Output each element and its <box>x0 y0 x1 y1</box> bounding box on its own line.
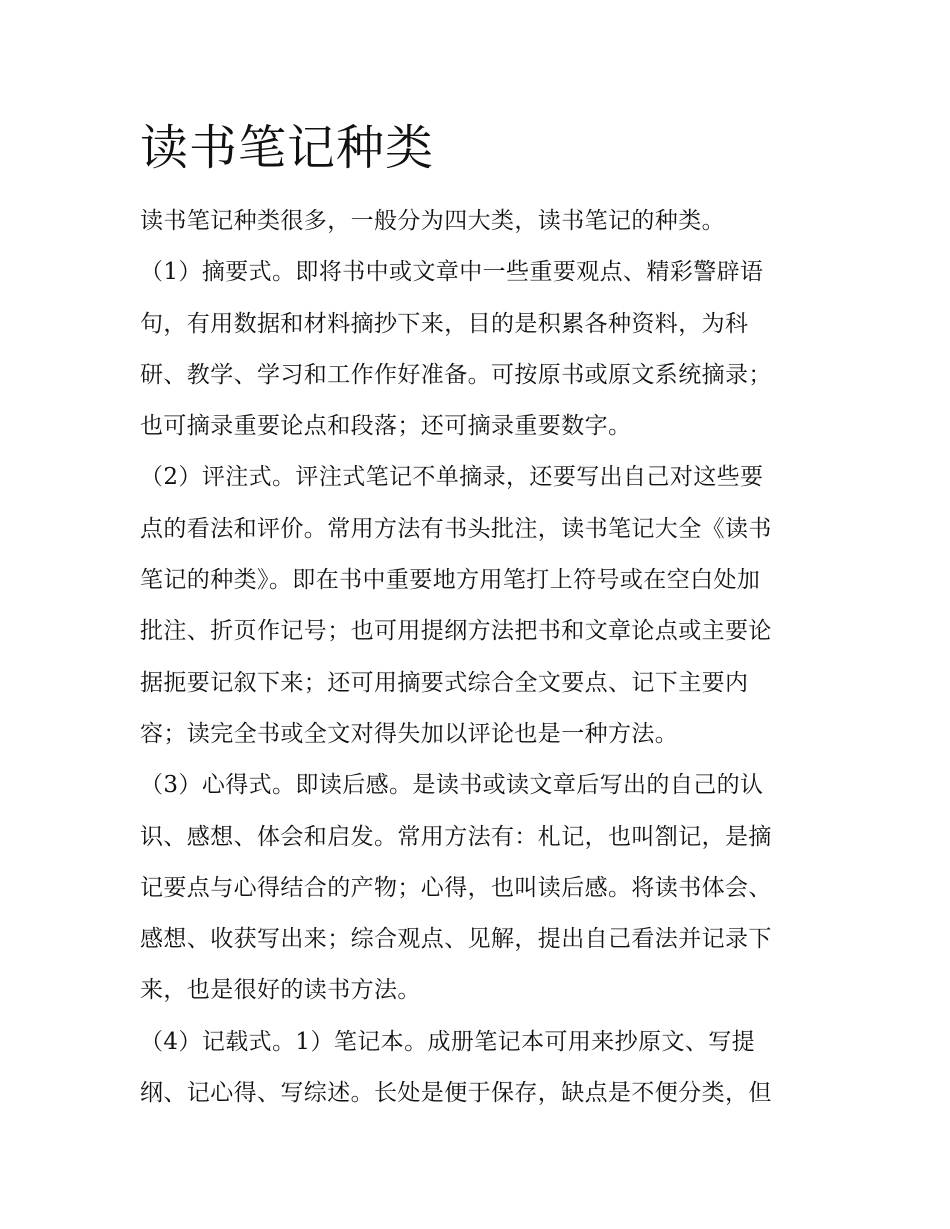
text-line: 记要点与心得结合的产物；心得，也叫读后感。将读书体会、 <box>140 874 772 901</box>
text-line: 纲、记心得、写综述。长处是便于保存，缺点是不便分类，但 <box>140 1080 772 1107</box>
text-line-item3-start: （3）心得式。即读后感。是读书或读文章后写出的自己的认 <box>140 772 764 799</box>
text-line: 容；读完全书或全文对得失加以评论也是一种方法。 <box>140 720 679 747</box>
text-line-item2-start: （2）评注式。评注式笔记不单摘录，还要写出自己对这些要 <box>140 464 764 491</box>
text-line: 识、感想、体会和启发。常用方法有：札记，也叫劄记，是摘 <box>140 823 772 850</box>
document-title: 读书笔记种类 <box>140 120 435 176</box>
text-line: 句，有用数据和材料摘抄下来，目的是积累各种资料，为科 <box>140 310 749 337</box>
text-line-item1-start: （1）摘要式。即将书中或文章中一些重要观点、精彩警辟语 <box>140 259 764 286</box>
text-line-item4-start: （4）记载式。1）笔记本。成册笔记本可用来抄原文、写提 <box>140 1028 756 1055</box>
text-line: 也可摘录重要论点和段落；还可摘录重要数字。 <box>140 413 632 440</box>
text-line: 笔记的种类》。即在书中重要地方用笔打上符号或在空白处加 <box>140 567 761 594</box>
text-line: 研、教学、学习和工作作好准备。可按原书或原文系统摘录； <box>140 361 772 388</box>
text-line: 感想、收获写出来；综合观点、见解，提出自己看法并记录下 <box>140 926 772 953</box>
document-body <box>140 196 830 1119</box>
text-line: 来，也是很好的读书方法。 <box>140 977 421 1004</box>
text-line-intro: 读书笔记种类很多，一般分为四大类，读书笔记的种类。 <box>140 208 725 234</box>
text-line: 点的看法和评价。常用方法有书头批注，读书笔记大全《读书 <box>140 515 772 542</box>
text-line: 批注、折页作记号；也可用提纲方法把书和文章论点或主要论 <box>140 618 772 645</box>
text-line: 据扼要记叙下来；还可用摘要式综合全文要点、记下主要内 <box>140 669 749 696</box>
